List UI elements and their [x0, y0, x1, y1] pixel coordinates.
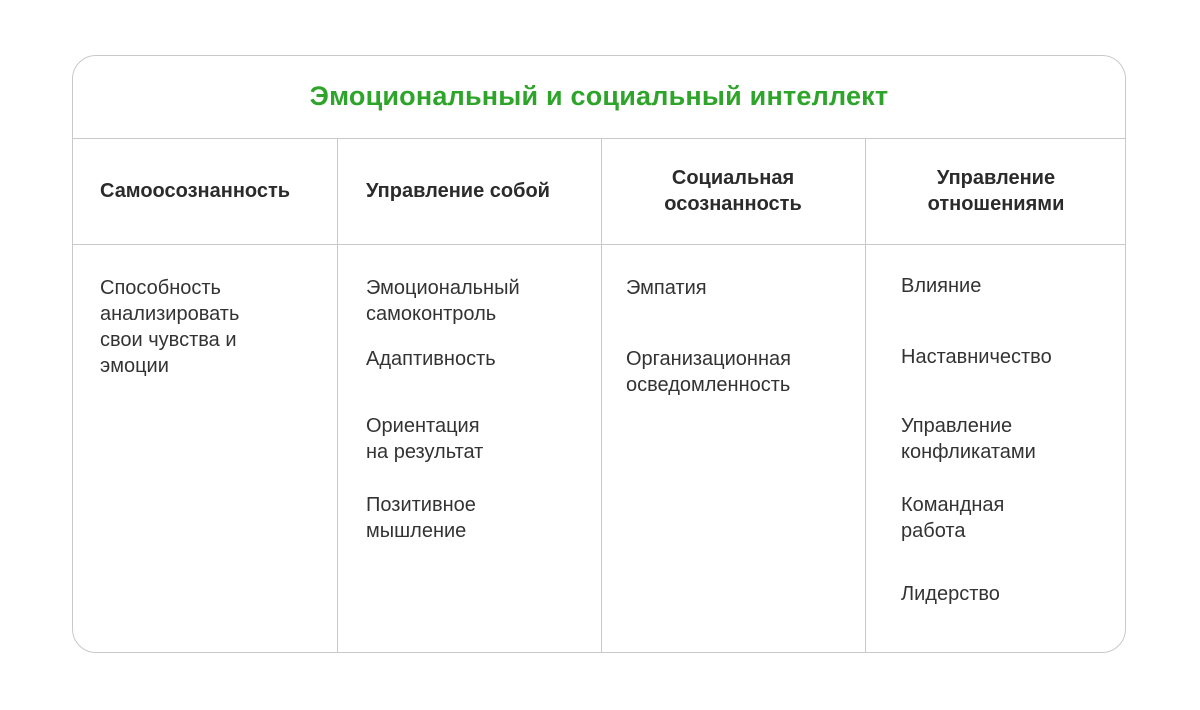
column-header-self-awareness [100, 138, 337, 244]
title-row [73, 56, 1125, 139]
list-item: Эмпатия [626, 277, 707, 299]
column-header-relationship-management [865, 138, 1126, 244]
list-item: Способность анализировать свои чувства и эмоции [100, 277, 240, 377]
column-header-label: Социальная осознанность [664, 167, 802, 215]
table-title: Эмоциональный и социальный интеллект [309, 80, 889, 111]
list-item: Управление конфликатами [901, 415, 1036, 463]
list-item: Влияние [901, 275, 982, 297]
list-item: Лидерство [901, 583, 1000, 605]
list-item: Командная работа [901, 494, 1005, 542]
list-item: Ориентация на результат [366, 415, 484, 463]
list-item: Позитивное мышление [366, 494, 476, 542]
list-item: Эмоциональный самоконтроль [366, 277, 520, 325]
list-item: Организационная осведомленность [626, 348, 791, 396]
list-item: Наставничество [901, 346, 1052, 368]
list-item: Адаптивность [366, 348, 496, 370]
column-header-label: Управление собой [366, 180, 550, 202]
column-divider [337, 138, 338, 652]
column-header-social-awareness [601, 138, 865, 244]
column-header-label: Самоосознанность [100, 180, 291, 202]
ei-table [72, 55, 1126, 653]
column-header-label: Управление отношениями [927, 167, 1065, 215]
header-divider [73, 244, 1125, 245]
column-header-self-management [366, 138, 601, 244]
